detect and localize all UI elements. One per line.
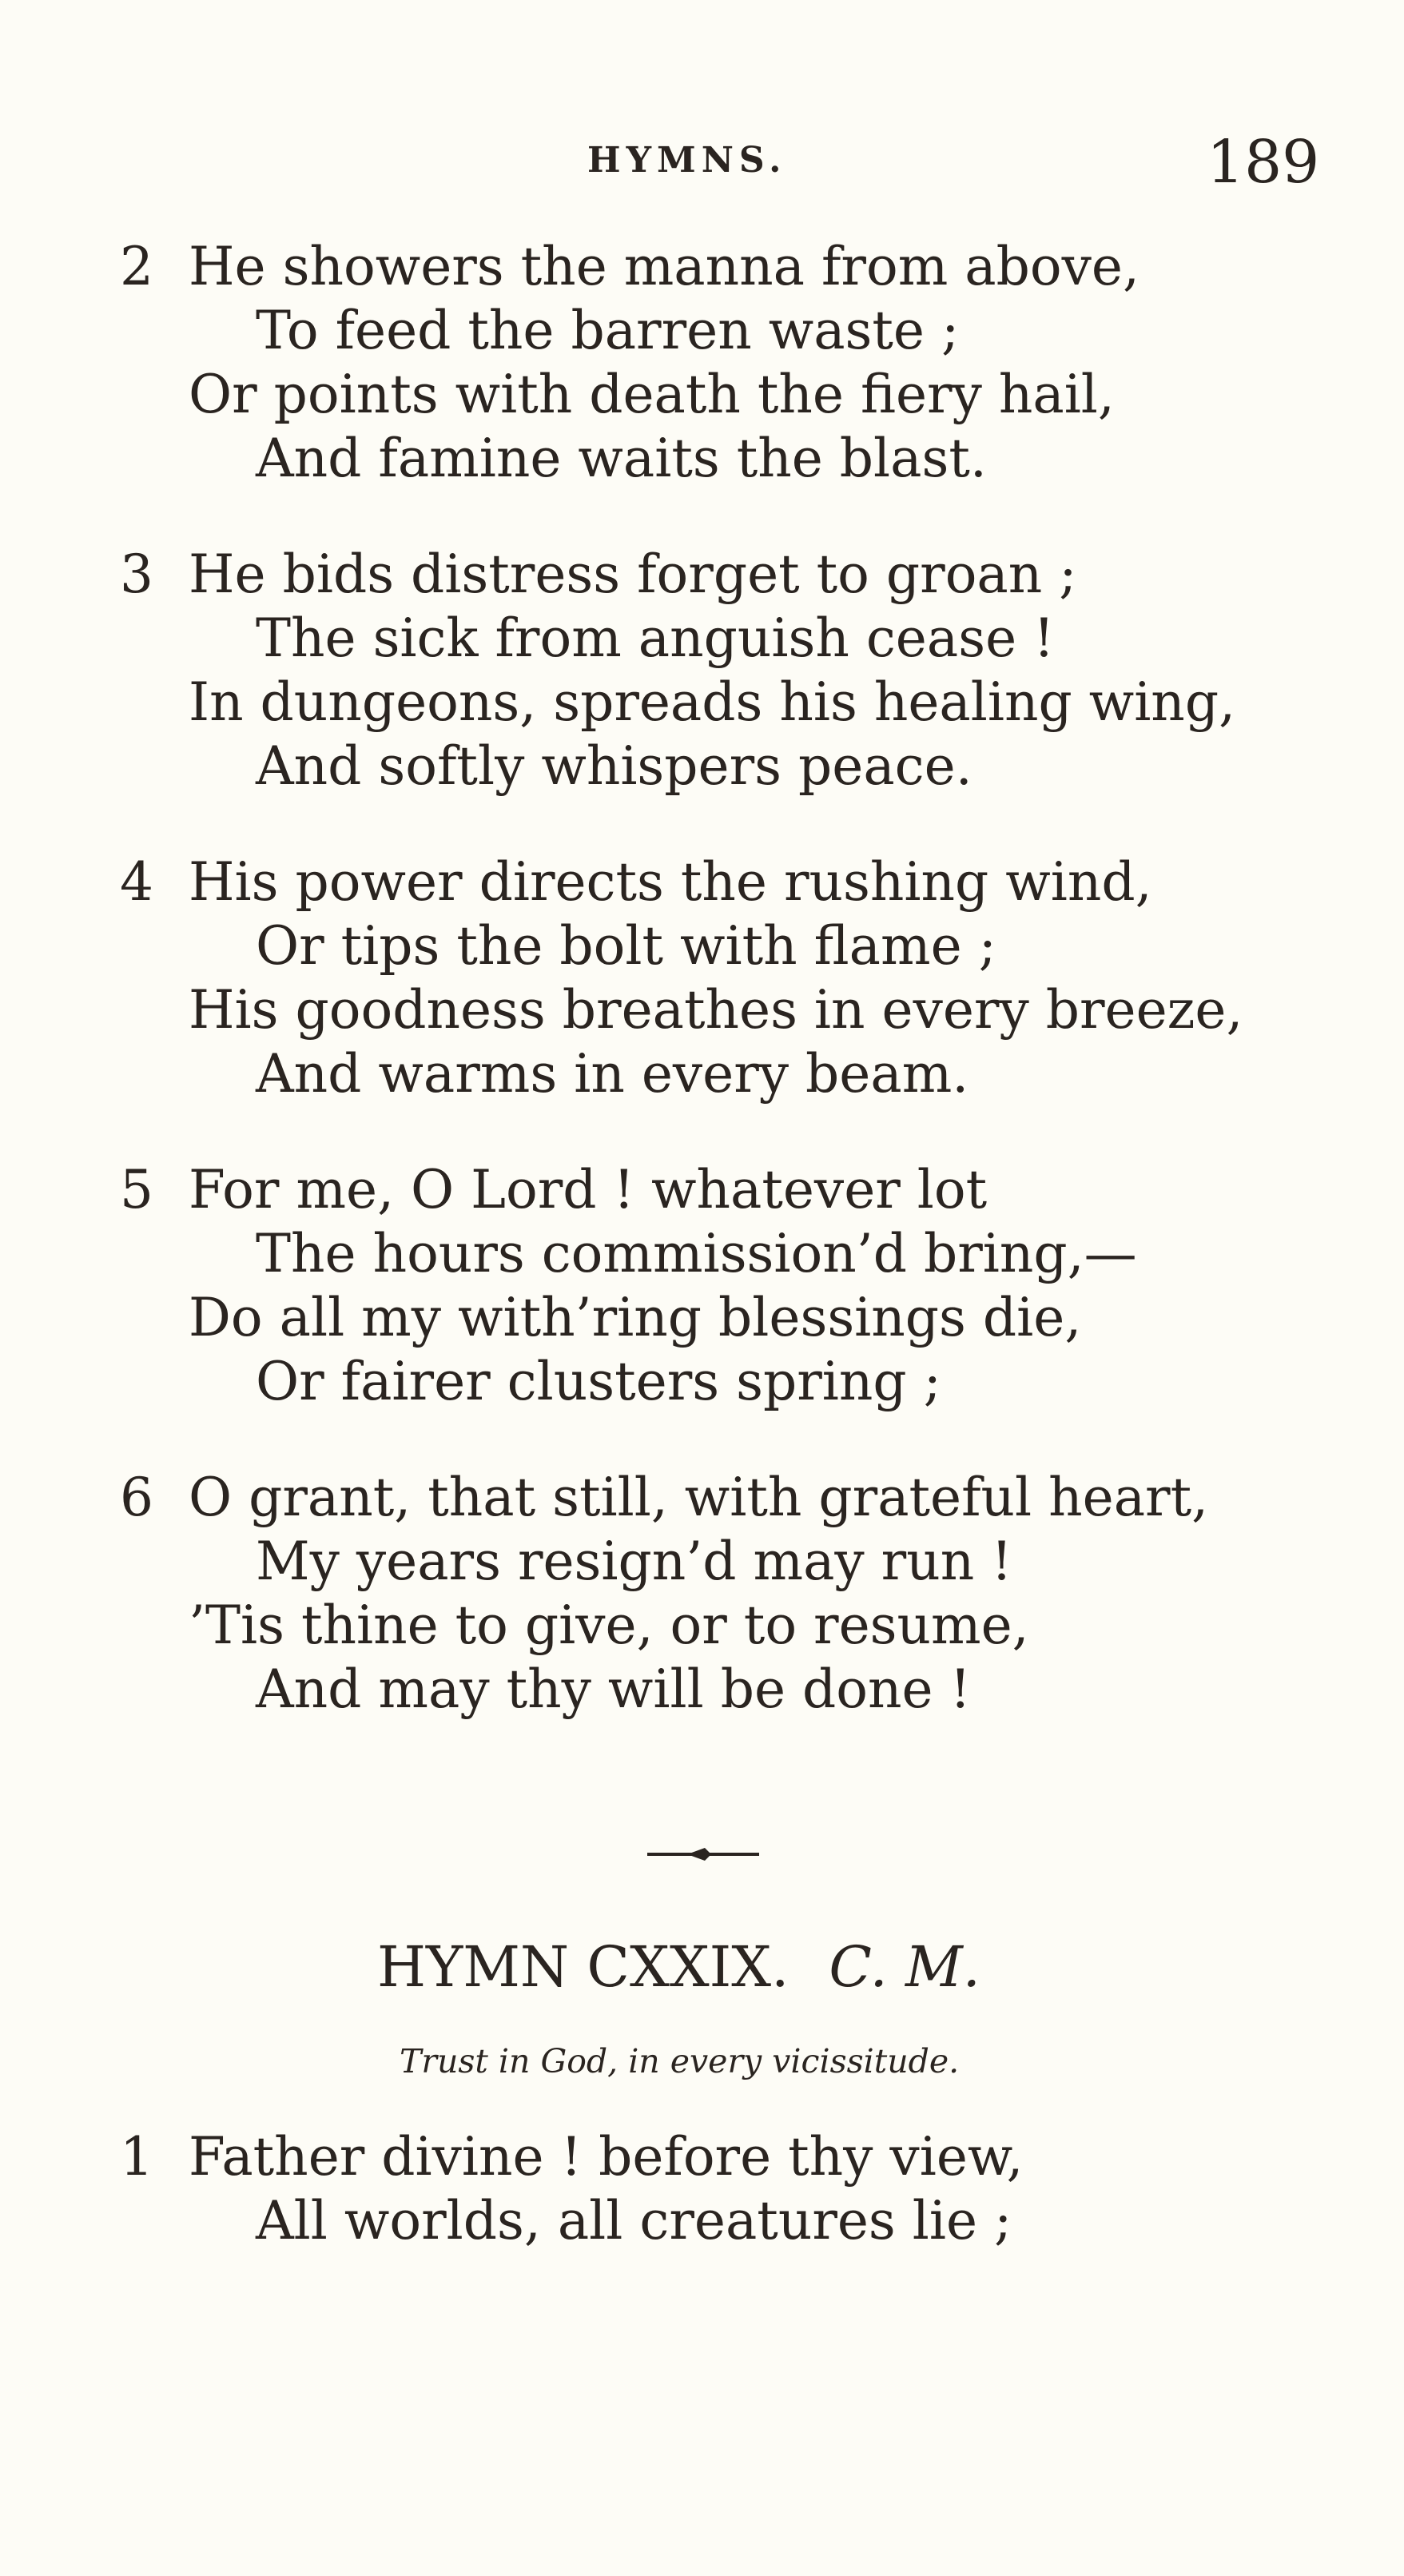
verse-line: And warms in every beam. bbox=[256, 1043, 969, 1105]
verse-line: All worlds, all creatures lie ; bbox=[256, 2190, 1012, 2252]
verse-line: His power directs the rushing wind, bbox=[189, 851, 1152, 913]
verse-line: And famine waits the blast. bbox=[256, 428, 987, 489]
verse-line: In dungeons, spreads his healing wing, bbox=[189, 671, 1236, 733]
verse-line: Father divine ! before thy view, bbox=[189, 2126, 1024, 2188]
verse-line: To feed the barren waste ; bbox=[256, 300, 960, 361]
verse-line: My years resign’d may run ! bbox=[256, 1531, 1012, 1592]
verse-line: Do all my with’ring blessings die, bbox=[189, 1287, 1082, 1348]
verse-line: For me, O Lord ! whatever lot bbox=[189, 1159, 988, 1220]
stanza-number: 1 bbox=[120, 2126, 153, 2188]
verse-line: His goodness breathes in every breeze, bbox=[189, 979, 1243, 1041]
stanza-number: 6 bbox=[120, 1467, 153, 1528]
verse-line: Or points with death the fiery hail, bbox=[189, 364, 1115, 425]
verse-line: The sick from anguish cease ! bbox=[256, 607, 1055, 669]
hymn-subtitle: Trust in God, in every vicissitude. bbox=[400, 2042, 960, 2080]
running-head: HYMNS. bbox=[587, 140, 787, 181]
verse-line: The hours commission’d bring,— bbox=[256, 1223, 1137, 1284]
page-number: 189 bbox=[1207, 128, 1320, 197]
stanza-number: 2 bbox=[120, 236, 153, 297]
verse-line: O grant, that still, with grateful heart, bbox=[189, 1467, 1209, 1528]
stanza-number: 3 bbox=[120, 543, 153, 605]
hymn-meter: C. M. bbox=[829, 1934, 980, 2000]
stanza-number: 5 bbox=[120, 1159, 153, 1220]
verse-line: ’Tis thine to give, or to resume, bbox=[189, 1595, 1029, 1656]
verse-line: Or fairer clusters spring ; bbox=[256, 1351, 941, 1412]
verse-line: Or tips the bolt with flame ; bbox=[256, 915, 996, 977]
verse-line: He showers the manna from above, bbox=[189, 236, 1140, 297]
verse-line: And may thy will be done ! bbox=[256, 1658, 972, 1720]
ornament-divider bbox=[631, 1838, 775, 1870]
hymn-number: HYMN CXXIX. bbox=[377, 1934, 790, 2000]
stanza-number: 4 bbox=[120, 851, 153, 913]
hymn-title bbox=[377, 1934, 980, 2000]
verse-line: And softly whispers peace. bbox=[256, 735, 972, 797]
verse-line: He bids distress forget to groan ; bbox=[189, 543, 1077, 605]
